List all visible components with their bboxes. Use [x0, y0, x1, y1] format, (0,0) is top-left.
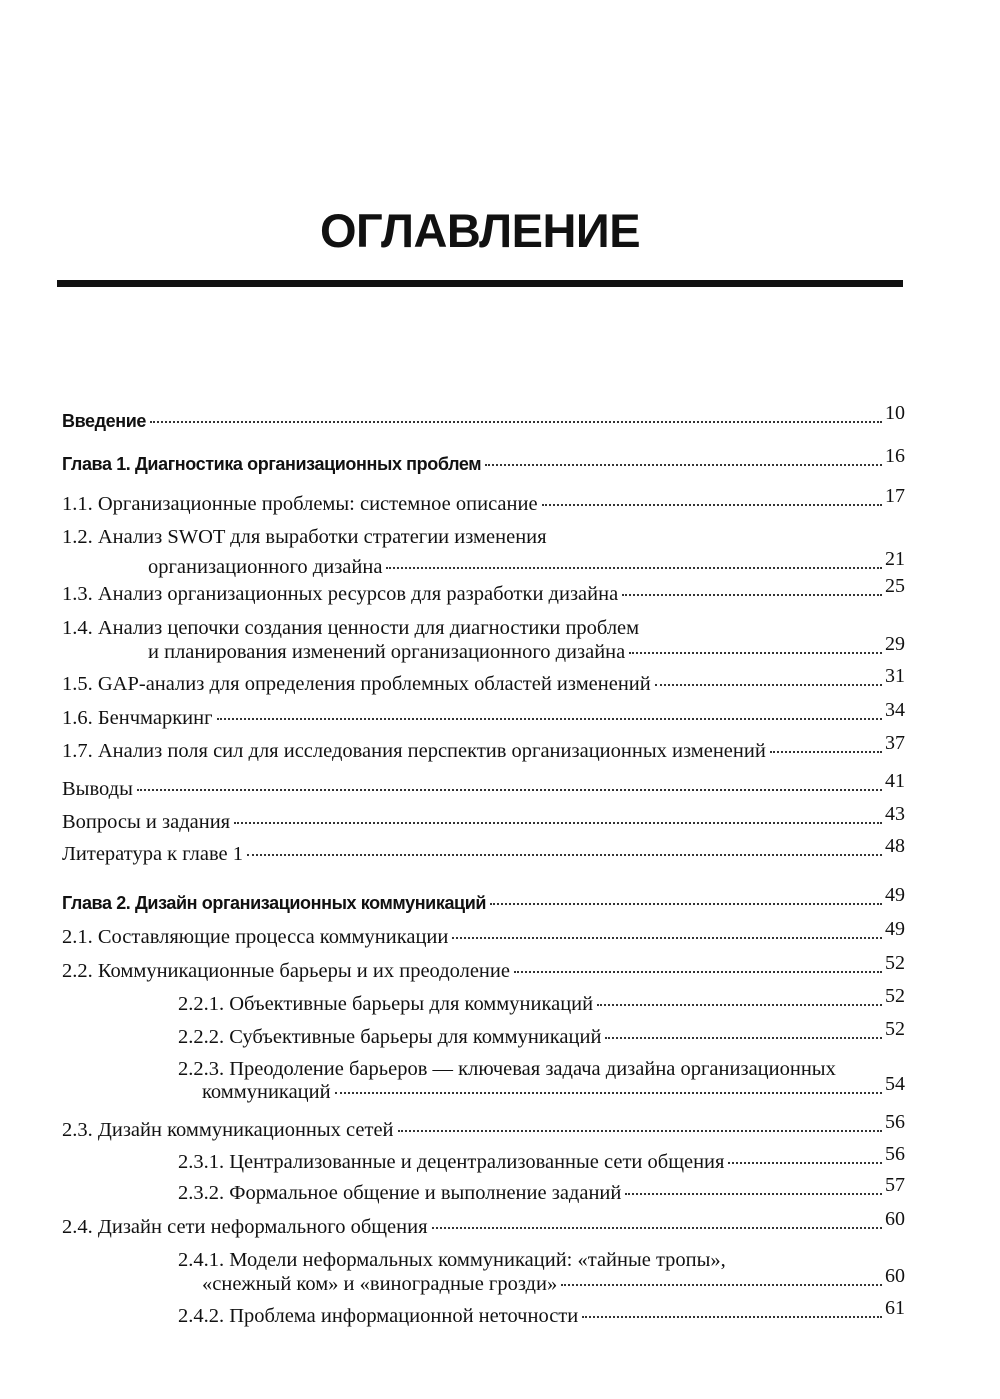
toc-entry-page: 49 — [885, 918, 905, 940]
toc-entry-title: Литература к главе 1 — [62, 843, 243, 865]
toc-entry-title: 2.1. Составляющие процесса коммуникации — [62, 926, 449, 948]
dot-leader — [597, 1004, 882, 1006]
toc-entry-line — [62, 732, 905, 766]
toc-entry-title: 2.4.1. Модели неформальных коммуникаций: «тайные тропы», — [178, 1249, 726, 1271]
dot-leader — [247, 854, 882, 856]
toc-entry-continuation — [148, 548, 905, 582]
toc-entry-page: 34 — [885, 699, 905, 721]
toc-entry-line — [178, 1249, 726, 1275]
toc-entry-continuation — [148, 633, 905, 667]
title-rule — [57, 280, 903, 287]
dot-leader — [485, 464, 882, 466]
toc-entry-page: 52 — [885, 985, 905, 1007]
toc-entry-page: 57 — [885, 1174, 905, 1196]
dot-leader — [655, 684, 882, 686]
toc-entry-title: 1.5. GAP-анализ для определения проблемных областей изменений — [62, 673, 651, 695]
dot-leader — [582, 1316, 882, 1318]
toc-entry-page: 52 — [885, 952, 905, 974]
dot-leader — [728, 1162, 882, 1164]
dot-leader — [432, 1227, 882, 1229]
toc-entry-page: 25 — [885, 575, 905, 597]
toc-entry-line — [62, 1111, 905, 1145]
dot-leader — [605, 1037, 882, 1039]
toc-entry-line — [178, 1297, 905, 1331]
toc-entry-page: 56 — [885, 1111, 905, 1133]
toc-entry-page: 56 — [885, 1143, 905, 1165]
toc-entry-line — [62, 445, 905, 479]
toc-entry-title: 1.7. Анализ поля сил для исследования перспектив организационных изменений — [62, 740, 766, 762]
dot-leader — [629, 652, 882, 654]
toc-entry-title: 1.2. Анализ SWOT для выработки стратегии изменения — [62, 526, 547, 548]
toc-entry-line — [178, 1174, 905, 1208]
toc-entry-line — [62, 835, 905, 869]
toc-entry-page: 10 — [885, 402, 905, 424]
dot-leader — [542, 504, 882, 506]
toc-entry-title: 1.3. Анализ организационных ресурсов для разработки дизайна — [62, 583, 619, 605]
toc-entry-line — [62, 918, 905, 952]
toc-entry-title: 2.2.2. Субъективные барьеры для коммуникаций — [178, 1026, 602, 1048]
toc-entry-title: 2.3. Дизайн коммуникационных сетей — [62, 1119, 394, 1141]
toc-entry-line — [62, 402, 905, 436]
dot-leader — [386, 567, 882, 569]
toc-entry-line — [62, 699, 905, 733]
toc-entry-line — [62, 526, 547, 552]
toc-entry-title-continuation: организационного дизайна — [148, 556, 383, 578]
toc-entry-line — [62, 665, 905, 699]
toc-entry-page: 17 — [885, 485, 905, 507]
toc-entry-continuation — [202, 1265, 905, 1299]
toc-entry-title: 2.2. Коммуникационные барьеры и их преодоление — [62, 960, 510, 982]
toc-entry-line — [62, 485, 905, 519]
toc-entry-title: Глава 1. Диагностика организационных проблем — [62, 454, 482, 474]
toc-entry-line — [62, 770, 905, 804]
dot-leader — [490, 903, 882, 905]
dot-leader — [622, 594, 882, 596]
toc-entry-title: 2.2.1. Объективные барьеры для коммуникаций — [178, 993, 594, 1015]
dot-leader — [217, 718, 882, 720]
toc-entry-title: Вопросы и задания — [62, 811, 231, 833]
dot-leader — [398, 1130, 882, 1132]
toc-entry-title: 2.4. Дизайн сети неформального общения — [62, 1216, 428, 1238]
toc-entry-page: 21 — [885, 548, 905, 570]
dot-leader — [561, 1284, 882, 1286]
toc-entry-page: 43 — [885, 803, 905, 825]
toc-entry-title: Глава 2. Дизайн организационных коммуникаций — [62, 893, 487, 913]
toc-entry-page: 54 — [885, 1073, 905, 1095]
toc-entry-page: 48 — [885, 835, 905, 857]
toc-entry-page: 60 — [885, 1208, 905, 1230]
toc-entry-title: Введение — [62, 411, 147, 431]
toc-entry-page: 31 — [885, 665, 905, 687]
toc-entry-line — [62, 617, 639, 643]
toc-entry-page: 37 — [885, 732, 905, 754]
toc-entry-page: 29 — [885, 633, 905, 655]
dot-leader — [452, 937, 882, 939]
page-title: ОГЛАВЛЕНИЕ — [319, 204, 641, 257]
toc-entry-page: 52 — [885, 1018, 905, 1040]
toc-entry-title: 1.4. Анализ цепочки создания ценности для диагностики проблем — [62, 617, 640, 639]
dot-leader — [770, 751, 882, 753]
dot-leader — [514, 971, 882, 973]
toc-entry-line — [62, 952, 905, 986]
toc-entry-title: 2.3.2. Формальное общение и выполнение заданий — [178, 1182, 622, 1204]
toc-entry-line — [62, 1208, 905, 1242]
toc-entry-page: 41 — [885, 770, 905, 792]
toc-entry-title: 2.3.1. Централизованные и децентрализованные сети общения — [178, 1151, 725, 1173]
dot-leader — [137, 789, 882, 791]
dot-leader — [150, 421, 882, 423]
toc-entry-line — [62, 803, 905, 837]
toc-entry-line — [178, 1143, 905, 1177]
toc-entry-title-continuation: и планирования изменений организационного дизайна — [148, 641, 626, 663]
toc-entry-line — [62, 575, 905, 609]
toc-entry-title: 2.4.2. Проблема информационной неточности — [178, 1305, 579, 1327]
toc-entry-title-continuation: «снежный ком» и «виноградные грозди» — [202, 1273, 558, 1295]
toc-entry-page: 16 — [885, 445, 905, 467]
toc-entry-title: Выводы — [62, 778, 133, 800]
toc-entry-page: 49 — [885, 884, 905, 906]
toc-entry-title-continuation: коммуникаций — [202, 1081, 331, 1103]
toc-entry-title: 1.1. Организационные проблемы: системное описание — [62, 493, 538, 515]
toc-entry-line — [178, 985, 905, 1019]
dot-leader — [625, 1193, 882, 1195]
toc-entry-page: 61 — [885, 1297, 905, 1319]
toc-entry-page: 60 — [885, 1265, 905, 1287]
toc-entry-line — [62, 884, 905, 918]
toc-entry-line — [178, 1018, 905, 1052]
toc-entry-title: 2.2.3. Преодоление барьеров — ключевая задача дизайна организационных — [178, 1058, 836, 1080]
dot-leader — [335, 1092, 882, 1094]
toc-entry-title: 1.6. Бенчмаркинг — [62, 707, 213, 729]
toc-entry-continuation — [202, 1073, 905, 1107]
dot-leader — [234, 822, 882, 824]
